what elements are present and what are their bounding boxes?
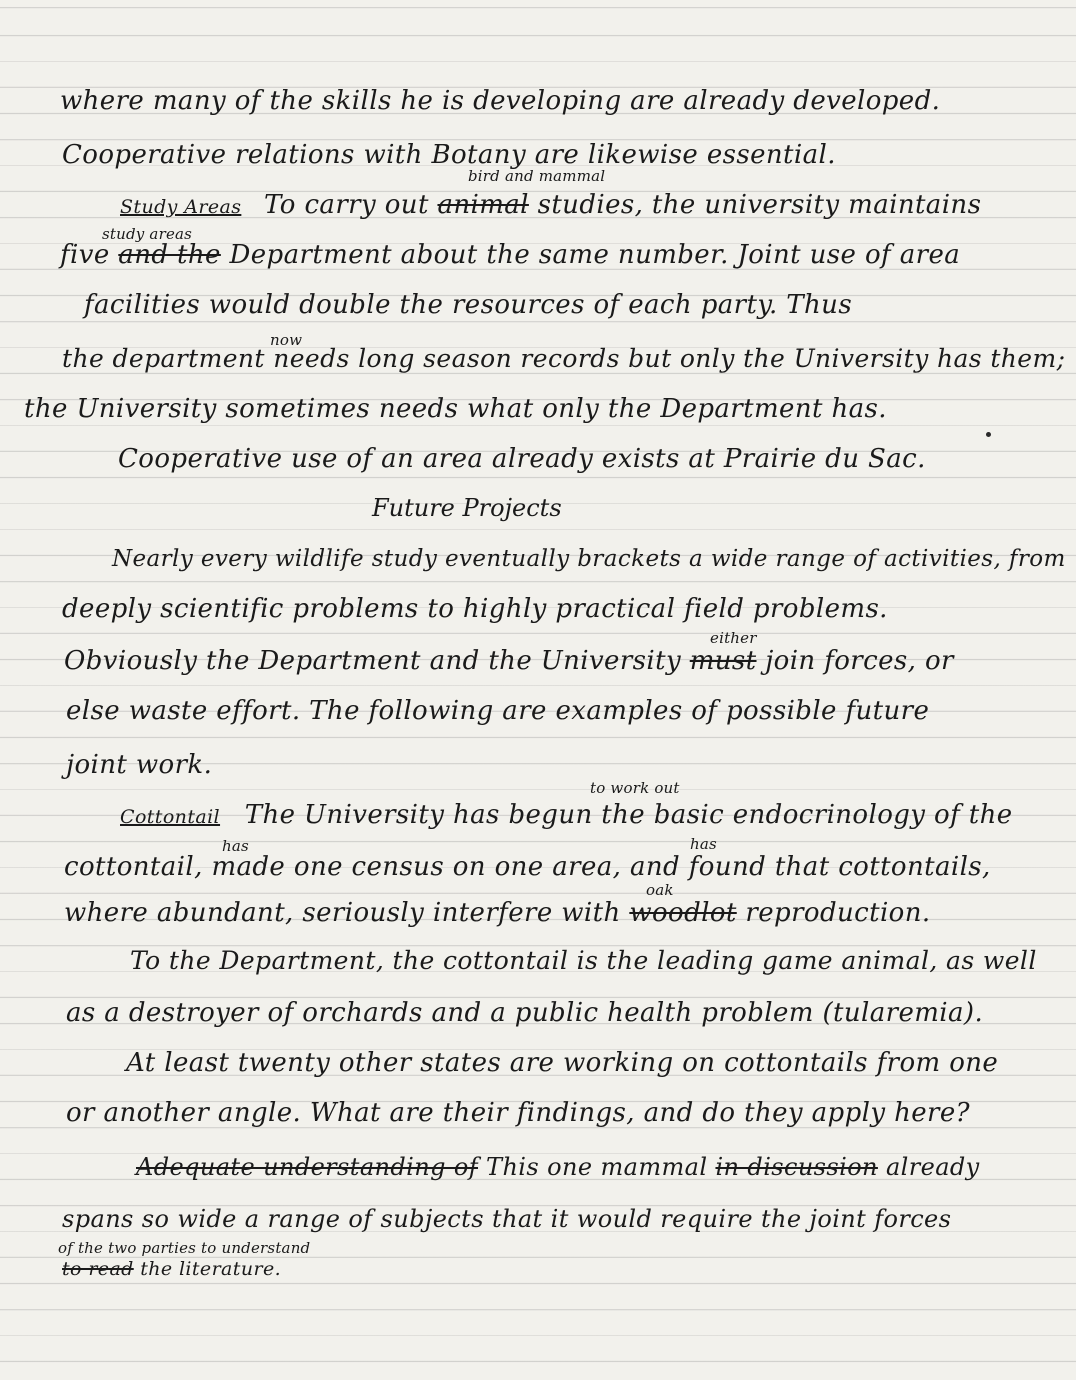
struck-text: to read [62,1258,134,1280]
struck-text: animal [437,190,529,220]
line-text: the department [62,344,265,373]
manuscript-line [120,800,1013,832]
manuscript-line [64,852,991,882]
manuscript-line [120,190,981,222]
line-text: made one census on one area, and found that cottontails, [211,852,991,882]
manuscript-line: deeply scientific problems to highly practical field problems. [62,594,888,624]
manuscript-line: spans so wide a range of subjects that it would require the joint forces [62,1205,952,1233]
interlinear-insertion: has [222,837,249,855]
section-heading: Future Projects [372,494,562,522]
line-text: cottontail, [64,852,203,882]
line-text: To carry out [264,190,429,220]
interlinear-insertion: bird and mammal [468,167,606,185]
struck-text: in discussion [715,1153,878,1181]
struck-text: and the [118,240,221,270]
manuscript-line [62,344,1065,374]
manuscript-line: Cooperative use of an area already exists at Prairie du Sac. [118,444,926,474]
struck-text: woodlot [629,898,737,928]
manuscript-line [62,1254,281,1284]
interlinear-insertion: oak [646,881,674,899]
manuscript-line [64,646,954,676]
struck-text: must [689,646,757,676]
struck-text: Adequate understanding of [136,1153,479,1181]
line-text: already [885,1153,980,1181]
manuscript-line: To the Department, the cottontail is the leading game animal, as well [130,946,1037,975]
manuscript-line: At least twenty other states are working on cottontails from one [126,1048,999,1078]
manuscript-line: where many of the skills he is developing are already developed. [60,86,941,116]
manuscript-line [60,240,960,270]
manuscript-line: Cooperative relations with Botany are likewise essential. [62,140,836,170]
line-text: reproduction. [745,898,931,928]
interlinear-insertion: now [270,331,303,349]
line-text: This one mammal [486,1153,708,1181]
line-text: where abundant, seriously interfere with [64,898,621,928]
line-text: needs long season records but only the University has them; [273,344,1066,373]
manuscript-line: facilities would double the resources of each party. Thus [84,290,853,320]
manuscript-line: the University sometimes needs what only the Department has. [24,394,887,424]
manuscript-line [64,898,931,928]
manuscript-line: as a destroyer of orchards and a public health problem (tularemia). [66,998,984,1028]
line-text: studies, the university maintains [537,190,982,220]
manuscript-line: Nearly every wildlife study eventually brackets a wide range of activities, from [112,546,1066,572]
ink-mark [986,432,991,437]
manuscript-line: else waste effort. The following are examples of possible future [66,696,930,726]
manuscript-line: or another angle. What are their findings, and do they apply here? [66,1098,970,1128]
interlinear-insertion: study areas [102,225,193,243]
interlinear-insertion: either [710,629,757,647]
manuscript-line: joint work. [66,750,213,780]
line-text: The University has begun the basic endocrinology of the [244,800,1013,830]
section-label-cottontail: Cottontail [120,806,221,828]
line-text: join forces, or [765,646,954,676]
section-label-study-areas: Study Areas [120,196,242,218]
interlinear-insertion: of the two parties to understand [58,1239,311,1257]
line-text: the literature. [140,1258,282,1280]
line-text: Department about the same number. Joint use of area [229,240,961,270]
manuscript-line [136,1152,980,1182]
line-text: Obviously the Department and the University [64,646,682,676]
line-text: five [60,240,110,270]
interlinear-insertion: has [690,835,717,853]
interlinear-insertion: to work out [590,779,680,797]
